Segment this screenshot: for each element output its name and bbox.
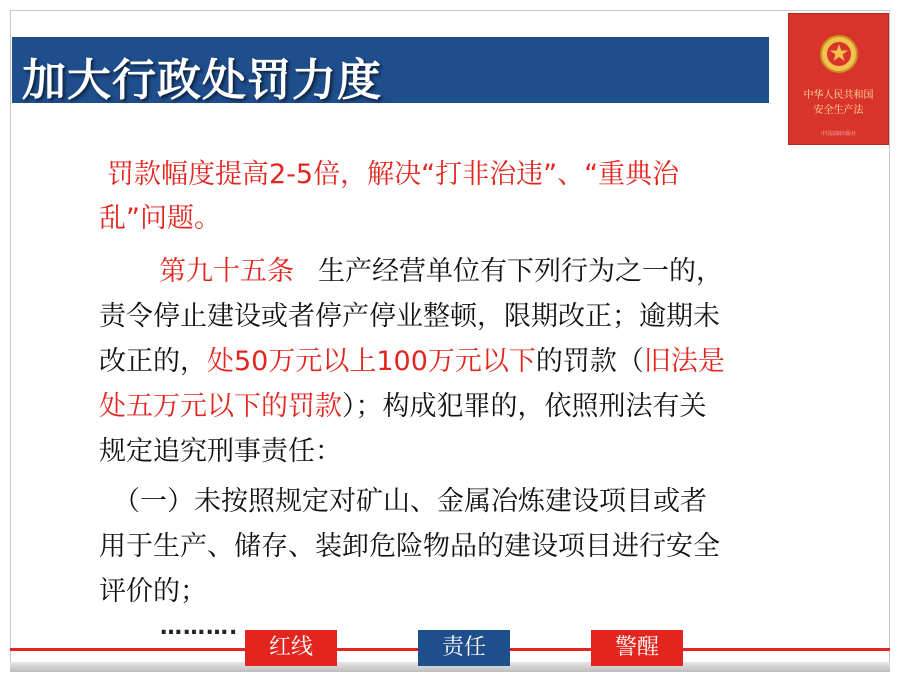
article-line3: [99, 342, 725, 382]
article-line1-text: 生产经营单位有下列行为之一的，: [318, 256, 723, 287]
article-line1: [99, 252, 723, 292]
book-title-line1: 中华人民共和国: [803, 90, 874, 101]
summary-line1: 罚款幅度提高2-5倍，解决“打非治违”、“重典治: [107, 159, 680, 190]
tab-alert[interactable]: 警醒: [591, 630, 683, 666]
old-law-label: 旧法是: [643, 346, 725, 377]
item1-line1: （一）未按照规定对矿山、金属冶炼建设项目或者: [113, 486, 707, 517]
fine-amount-new: 处50万元以上100万元以下: [207, 346, 536, 377]
article-line5: 规定追究刑事责任：: [99, 436, 342, 467]
article-line2: 责令停止建设或者停产停业整顿，限期改正；逾期未: [99, 301, 720, 332]
law-book-cover: [788, 13, 889, 145]
item1-line2: 用于生产、储存、装卸危险物品的建设项目进行安全: [99, 531, 720, 562]
article-line3-c: 的罚款（: [535, 346, 644, 377]
article-number: 第九十五条: [159, 256, 294, 287]
summary-line2: 乱”问题。: [99, 203, 221, 234]
article-line4: [99, 387, 707, 427]
tab-red-line[interactable]: 红线: [245, 630, 337, 666]
book-publisher: 中国法制出版社: [820, 131, 856, 137]
book-title-line2: 安全生产法: [813, 105, 864, 116]
article-line4-b: ）；构成犯罪的，依照刑法有关: [342, 391, 707, 422]
ellipsis: ……….: [160, 615, 239, 640]
article-line3-a: 改正的，: [99, 346, 207, 377]
item1-line3: 评价的；: [99, 576, 207, 607]
tab-responsibility[interactable]: 责任: [418, 630, 510, 666]
slide-title: 加大行政处罚力度: [22, 55, 382, 106]
book-title: [789, 88, 888, 118]
national-emblem-icon: [819, 34, 859, 74]
fine-amount-old: 处五万元以下的罚款: [99, 391, 342, 422]
